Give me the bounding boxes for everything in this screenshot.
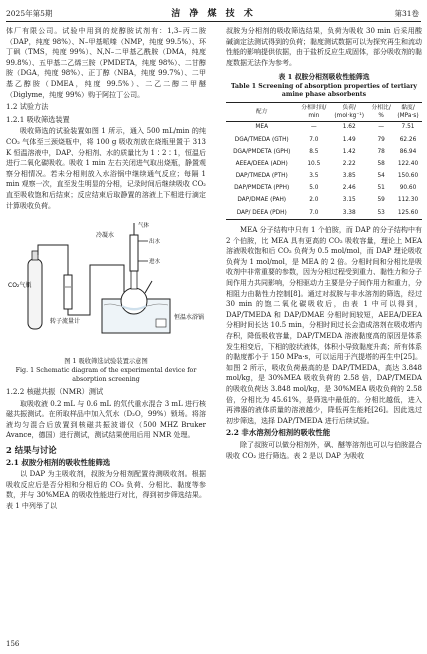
table-cell: DGA/PMDETA (GPH) xyxy=(233,148,291,155)
paragraph-mea: MEA 分子结构中只有 1 个伯胺，而 DAP 的分子结构中有 2 个伯胺，比 MEA 具有更高的 CO₂ 吸收容量，理论上 MEA 溶液吸收饱和后 CO₂ 负荷为 0.5 mol/mol，而 DAP 理论吸收负荷为 1 mol/mol，是 MEA 的 2 倍。分相时间和分相比是吸收剂中非常重要的参数，因为分相过程受到重力、黏性力和分子间作用力共同影响，分相驱动力主要是分子间作用力和重力，分相阻力由黏性力控制[8]。通过对叔胺与非水溶剂的筛选，经过 30 min 的饱二氧化碳吸收后，由表 1 中可以得到，DAP/TMEDA 和 DAP/DMAE 分相时间较短，AEEA/DEEA 分相时间长达 10.5 min，分相时间过长会造成溶剂在吸收塔内存积，降低吸收容量，DAP/TMEDA 溶液黏度高的原因是体系发生相变后，下相的胶状液体，体积小导致黏度升高；所有体系的黏度都小于 150 MPa·s，可以运用于汽提塔的再生中[25]。如图 2 所示，吸收负荷最高的是 DAP/TMEDA，高达 3.848 mol/kg，是 30%MEA 吸收负荷的 2.58 倍，DAP/TMEDA 的吸收负荷达 3.848 mol/kg，是 30%MEA 吸收负荷的 2.58 倍，分相比为 45.61%，是筛选中最低的。分相比越低，进入再沸器的液体质量的溶液越少，降低再生能耗[26]。因此选过初步筛选，选择 DAP/TMEDA 进行后续试验。 xyxy=(226,226,422,425)
table-cell: 2.46 xyxy=(342,185,356,192)
table-cell: 3.5 xyxy=(309,173,319,180)
water-in-label: 进水 xyxy=(149,259,161,266)
table-cell: DAP/DMAE (PAH) xyxy=(237,197,287,204)
flowmeter-label: 转子流量计 xyxy=(50,318,81,326)
page-number: 156 xyxy=(6,640,20,648)
paragraph-2-2: 除了叔胺可以做分相剂外，砜、醚等溶剂也可以与伯胺混合吸收 CO₂ 进行筛选。表 2 是以 DAP 为吸收 xyxy=(226,440,422,460)
co2-cylinder xyxy=(28,259,42,329)
table-cell: 59 xyxy=(377,197,385,204)
table-cell: 2.0 xyxy=(309,197,319,204)
table-cell: 3.85 xyxy=(342,173,356,180)
figure-1-apparatus xyxy=(6,215,206,355)
table-cell: 7.0 xyxy=(309,136,319,143)
table-cell: 8.5 xyxy=(309,148,319,155)
figure-1-caption-cn: 图 1 吸收筛选试验装置示意图 xyxy=(64,358,148,366)
paragraph-1-2-2: 取吸收液 0.2 mL 与 0.6 mL 的氘代重水混合 3 mL 进行核磁共振测试。在所取样品中加入氘水（D₂O，99%）锁场。将溶液均匀混合后放置到核磁共振波谱仪（500 MHZ Bruker Avance，德国）进行测试，测试结果使用后用 NMR 处理。 xyxy=(6,399,206,440)
col-header-phase-time: 分相时间/ min xyxy=(301,104,327,119)
table-cell: 125.60 xyxy=(397,209,419,216)
col-header-formula: 配方 xyxy=(255,108,268,115)
table-row xyxy=(226,158,422,170)
table-row xyxy=(226,170,422,182)
table-row xyxy=(226,121,422,134)
section-1-2-heading: 1.2 试验方法 xyxy=(6,102,49,112)
table-cell: DAP/ DEEA (PDH) xyxy=(236,209,287,216)
intro-paragraph: 体厂有限公司。试验中用到的烷醇胺试剂有：1,3–丙二胺（DAP，纯度 98%）、N–甲基哌嗪（NMP，纯度 99.5%）、环丁砜（TMS，纯度 99%）、N,N–二甲基乙酰胺（DMA，纯度 99.8%）、五甲基二乙烯三胺（PMDETA，纯度 98%）、二甘醇胺（DGA，纯度 98%）、正丁醇（NBA，纯度 99.7%）、二甲基乙醇胺（DMEA，纯度 99.5%）、二乙二醇二甲醚（Diglyme，纯度 99%）购于阿拉丁公司。 xyxy=(6,27,206,99)
col-header-phase-ratio: 分相比/ % xyxy=(371,104,391,119)
table-cell: 1.62 xyxy=(342,124,356,131)
table-body xyxy=(226,121,422,220)
table-cell: 1.49 xyxy=(342,136,356,143)
paragraph-1-2-1: 吸收筛选的试验装置如图 1 所示，通入 500 mL/min 的纯 CO₂ 气体至三颈烧瓶中，将 100 g 吸收剂放在烧瓶里置于 313 K 恒温溶液中，DAP、分相剂、水的质量比为 1∶2∶1，恒温后进行二氧化碳吸收。吸收 1 min 左右关闭进气取出烧瓶，静置观察分相情况。若未分相则放入水浴锅中继续通气反应；每隔 1 min 观察一次，直至发生明显的分相，记录时间后继续吸收 CO₂ 直至吸收饱和后结束；反应结束后取静置的溶液上下相进行滴定计算吸收负荷。 xyxy=(6,127,206,210)
table-cell: DAP/PMDETA (PPH) xyxy=(234,185,290,192)
table-cell: MEA xyxy=(255,124,269,131)
table-cell: DAP/TMEDA (PTH) xyxy=(235,173,288,180)
table-cell: 10.5 xyxy=(307,160,321,167)
table-cell: — xyxy=(378,124,385,131)
table-row xyxy=(226,146,422,158)
table-1-caption-en: Table 1 Screening of absorption properties of tertiary amine phase absorbents xyxy=(231,82,417,99)
right-column xyxy=(226,26,422,461)
left-column xyxy=(6,26,206,512)
col-header-viscosity: 黏度/ (MPa·s) xyxy=(397,104,419,119)
table-cell: 2.22 xyxy=(342,160,356,167)
journal-issue: 2025年第5期 xyxy=(6,9,53,18)
col-header-loading: 负荷/ (mol·kg⁻¹) xyxy=(334,104,365,119)
page-header xyxy=(0,0,427,22)
flask-side-neck xyxy=(145,281,152,293)
table-cell: 62.26 xyxy=(399,136,417,143)
table-cell: 5.0 xyxy=(309,185,319,192)
table-cell: DGA/TMEDA (GTH) xyxy=(234,136,289,143)
table-cell: — xyxy=(310,124,317,131)
paragraph-right-top: 叔胺为分相剂的吸收筛选结果，负荷为吸收 30 min 后采用酸碱滴定法测试得到的负荷；黏度测试数据可以为探究再生和流动性能的影响提供依据，由于盐析反应生成固体，部分吸收剂的黏度数据无法作为参考。 xyxy=(226,27,422,67)
table-cell: 86.94 xyxy=(399,148,417,155)
table-row xyxy=(226,195,422,207)
water-out-label: 出水 xyxy=(149,239,161,246)
flask-center-neck xyxy=(131,271,137,289)
table-cell: 150.60 xyxy=(397,173,419,180)
table-cell: 54 xyxy=(377,173,385,180)
table-header-row xyxy=(226,102,422,121)
vent-label: 气体 xyxy=(138,223,150,230)
section-2-1-heading: 2.1 叔胺分相剂的吸收性能筛选 xyxy=(6,457,111,467)
table-cell: 58 xyxy=(377,160,385,167)
condenser-label: 冷凝水 xyxy=(96,232,115,240)
table-cell: 112.30 xyxy=(397,197,419,204)
table-row xyxy=(226,183,422,195)
section-1-2-1-heading: 1.2.1 吸收筛选装置 xyxy=(6,114,70,124)
table-cell: 78 xyxy=(377,148,385,155)
section-2-heading: 2 结果与讨论 xyxy=(6,445,57,456)
figure-1-caption-en: Fig. 1 Schematic diagram of the experimental device for absorption screening xyxy=(15,367,197,384)
journal-volume: 第31卷 xyxy=(394,9,419,18)
table-cell: AEEA/DEEA (ADH) xyxy=(235,160,288,167)
header-rule xyxy=(6,21,421,22)
table-1 xyxy=(226,102,422,220)
section-2-2-heading: 2.2 非水溶剂分相剂的吸收性能 xyxy=(226,428,331,438)
cylinder-valve xyxy=(32,251,38,260)
table-cell: 7.0 xyxy=(309,209,319,216)
table-1-caption-cn: 表 1 叔胺分相剂吸收性能筛选 xyxy=(278,73,370,82)
rotameter xyxy=(64,275,72,309)
table-cell: 51 xyxy=(377,185,385,192)
section-1-2-2-heading: 1.2.2 核磁共振（NMR）测试 xyxy=(6,387,104,397)
table-cell: 7.51 xyxy=(401,124,415,131)
condenser xyxy=(130,235,138,271)
apparatus-diagram xyxy=(6,215,206,355)
journal-title: 洁 净 煤 技 术 xyxy=(171,9,256,19)
table-cell: 53 xyxy=(377,209,385,216)
table-cell: 3.38 xyxy=(342,209,356,216)
bath-controls xyxy=(156,319,166,327)
table-cell: 79 xyxy=(377,136,385,143)
table-cell: 1.42 xyxy=(342,148,356,155)
co2-cylinder-label: CO₂气瓶 xyxy=(8,282,32,290)
paragraph-2-1: 以 DAP 为主吸收剂，叔胺为分相剂配置待测吸收剂。根据吸收反应后是否分相和分相后的 CO₂ 负荷、分相比、黏度等参数，并与 30%MEA 的吸收性能进行对比，得到初步筛选结果。表 1 中列举了以 xyxy=(6,470,206,511)
table-cell: 3.15 xyxy=(342,197,356,204)
table-cell: 122.40 xyxy=(397,160,419,167)
bath-label: 恒温水浴锅 xyxy=(174,314,205,322)
table-cell: 90.60 xyxy=(399,185,417,192)
table-row xyxy=(226,207,422,220)
table-row xyxy=(226,134,422,146)
